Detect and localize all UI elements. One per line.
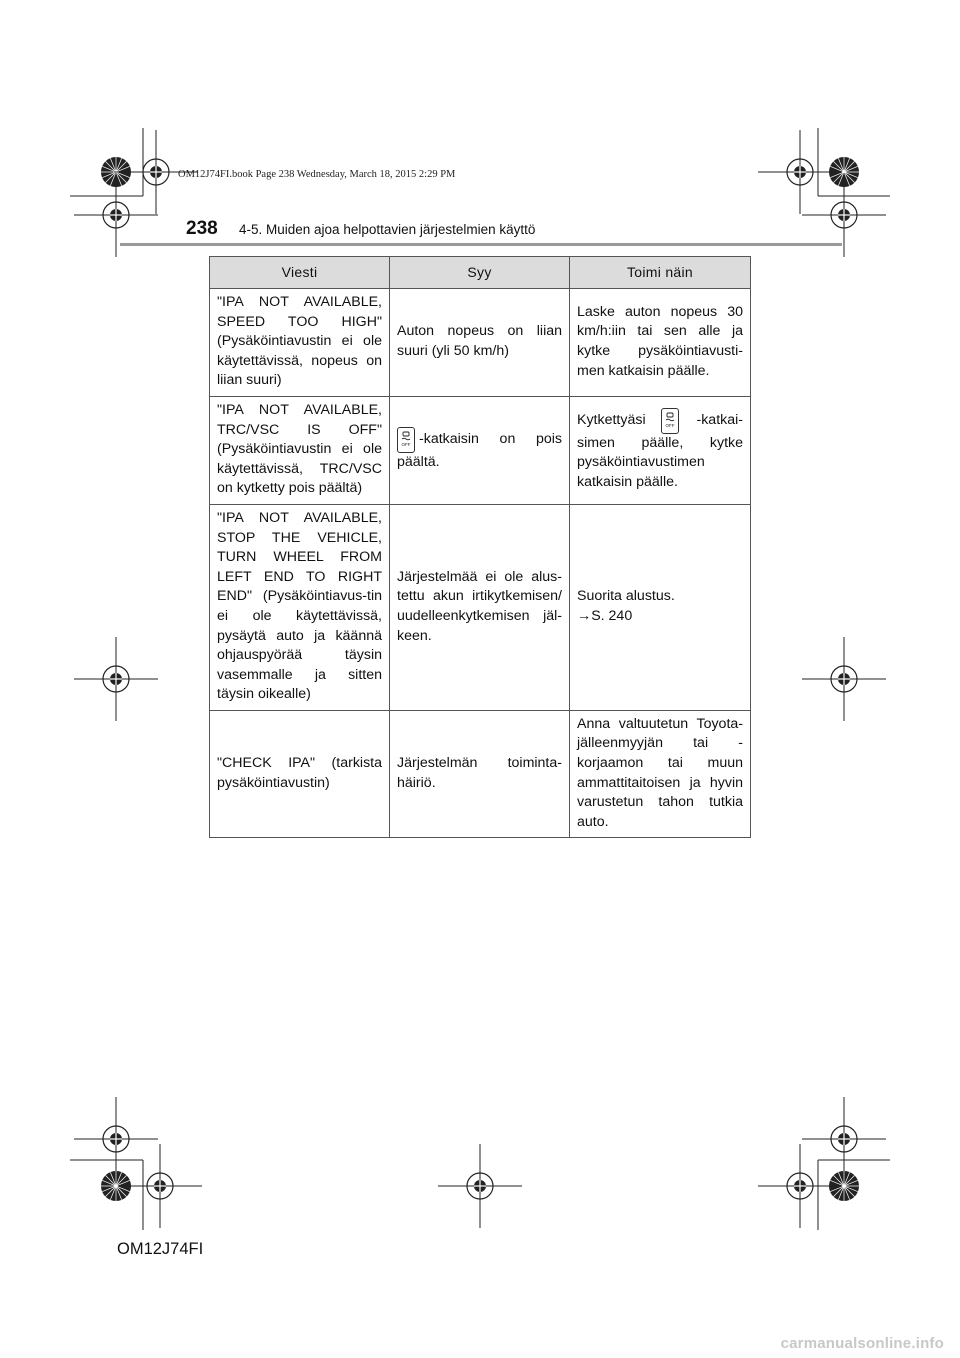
action-text: Suorita alustus. [577, 588, 675, 605]
column-header-message: Viesti [210, 257, 390, 289]
table-row [210, 710, 751, 838]
column-header-cause: Syy [390, 257, 570, 289]
action-first-line [577, 408, 743, 434]
table-row [210, 289, 751, 397]
cause-cell [390, 396, 570, 504]
document-code: OM12J74FI [117, 1240, 204, 1258]
page-number: 238 [186, 218, 218, 239]
action-tail: simen päälle, kytke pysäköintiavustimen katkaisin päälle. [577, 434, 743, 490]
message-cell: "CHECK IPA" (tarkista pysäköintiavustin) [210, 710, 390, 838]
print-info: OM12J74FI.book Page 238 Wednesday, March 18, 2015 2:29 PM [178, 169, 456, 180]
action-after-icon: -katkai- [696, 411, 743, 428]
header-rule [120, 243, 842, 246]
message-table [209, 256, 751, 838]
cause-text: -katkaisin on pois [419, 431, 562, 448]
column-header-action: Toimi näin [570, 257, 751, 289]
action-cell [570, 504, 751, 710]
table-row [210, 504, 751, 710]
cause-first-line [397, 427, 562, 453]
action-cell [570, 396, 751, 504]
vsc-off-switch-icon [661, 408, 679, 434]
vsc-off-switch-icon [397, 427, 415, 453]
message-cell: "IPA NOT AVAILABLE, TRC/VSC IS OFF" (Pysäköintiavustin ei ole käytettävissä, TRC/VSC on kytketty pois päältä) [210, 396, 390, 504]
cause-tail: päältä. [397, 454, 440, 471]
table-header-row [210, 257, 751, 289]
cause-cell: Järjestelmää ei ole alus-tettu akun irtikytkemisen/ uudelleenkytkemisen jäl-keen. [390, 504, 570, 710]
page-reference-link[interactable]: →S. 240 [577, 607, 633, 624]
action-cell: Laske auton nopeus 30 km/h:iin tai sen alle ja kytke pysäköintiavusti-men katkaisin päälle. [570, 289, 751, 397]
message-cell: "IPA NOT AVAILABLE, SPEED TOO HIGH" (Pysäköintiavustin ei ole käytettävissä, nopeus on liian suuri) [210, 289, 390, 397]
action-cell: Anna valtuutetun Toyota-jälleenmyyjän tai -korjaamon tai muun ammattitaitoisen ja hyvin varustetun tahon tutkia auto. [570, 710, 751, 838]
action-prefix: Kytkettyäsi [577, 411, 646, 428]
watermark: carmanualsonline.info [780, 1335, 944, 1352]
cause-cell: Järjestelmän toiminta-häiriö. [390, 710, 570, 838]
message-cell: "IPA NOT AVAILABLE, STOP THE VEHICLE, TURN WHEEL FROM LEFT END TO RIGHT END" (Pysäköintiavus-tin ei ole käytettävissä, pysäytä auto ja käännä ohjauspyörää täysin vasemmalle ja sitten täysin oikealle) [210, 504, 390, 710]
cause-cell: Auton nopeus on liian suuri (yli 50 km/h) [390, 289, 570, 397]
table-row [210, 396, 751, 504]
svg-text:OFF: OFF [665, 422, 675, 428]
svg-text:OFF: OFF [401, 442, 411, 448]
section-title: 4-5. Muiden ajoa helpottavien järjestelmien käyttö [239, 222, 536, 237]
